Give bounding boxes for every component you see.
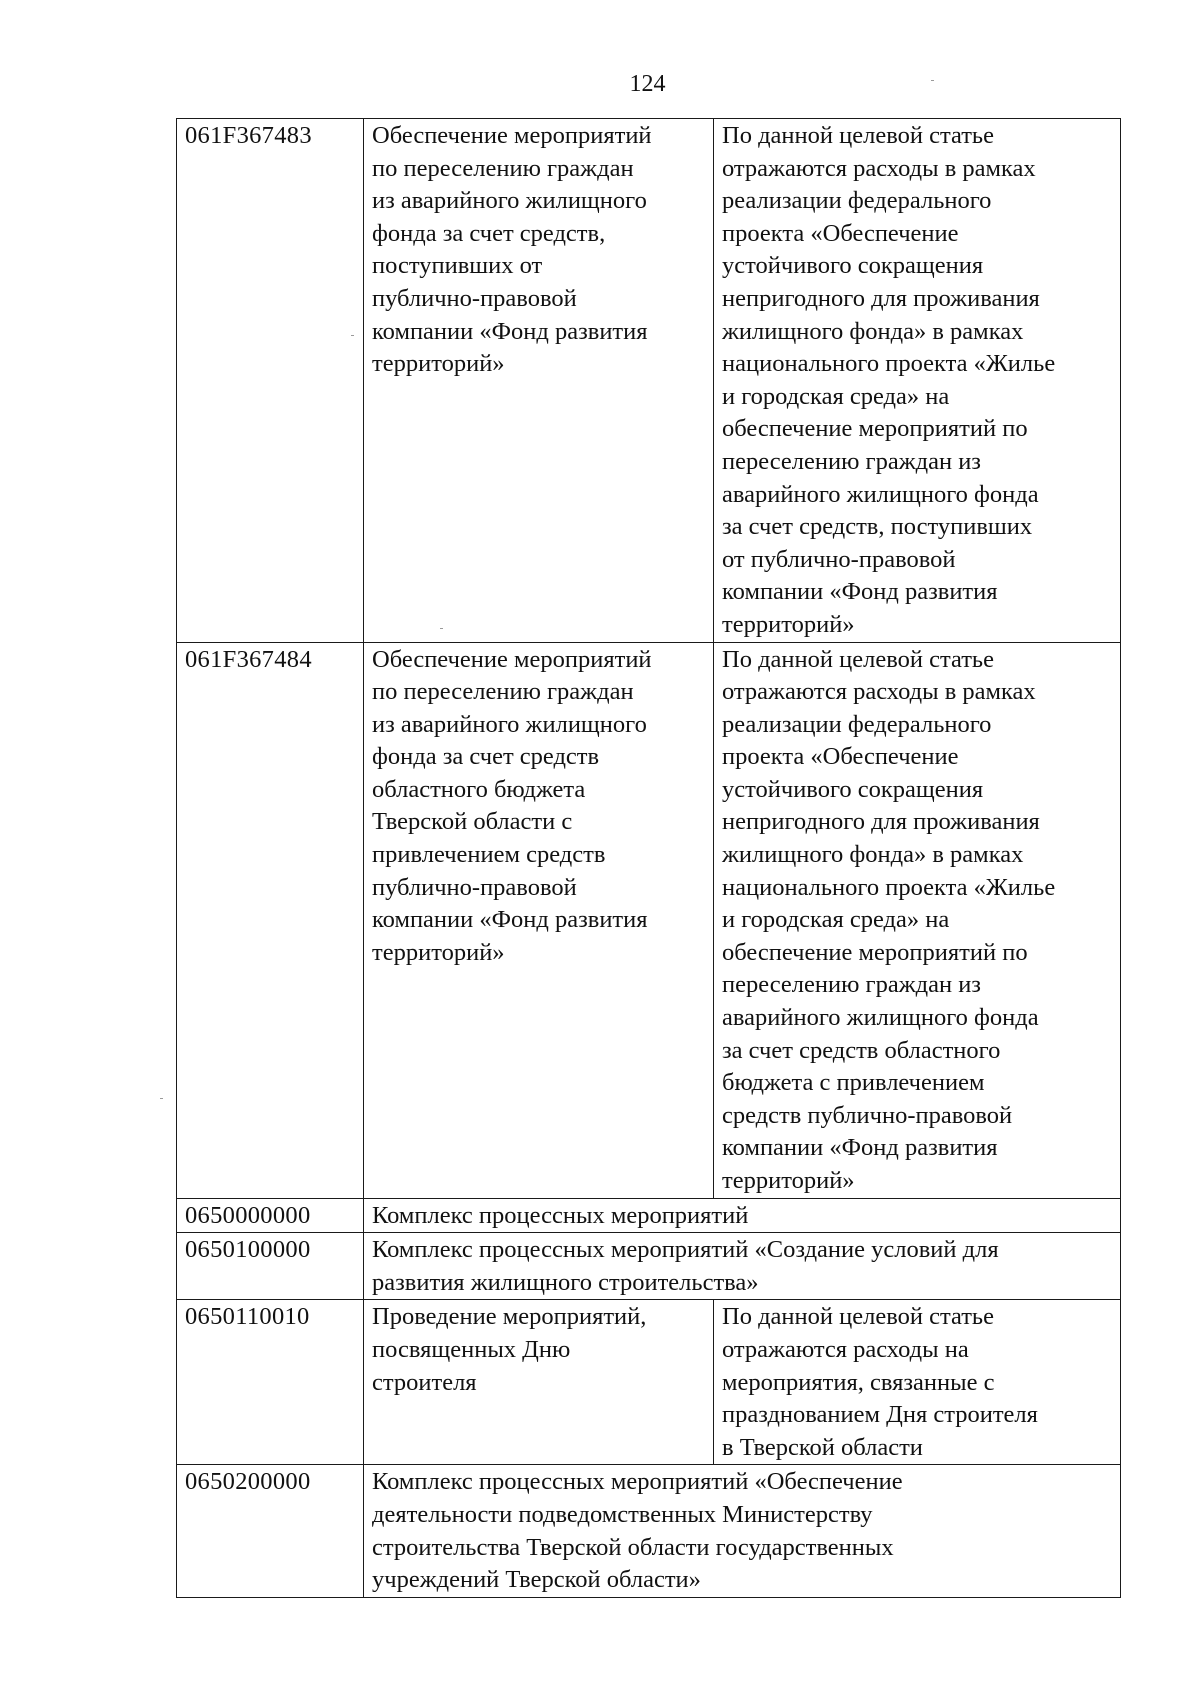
program-name-cell-line: Комплекс процессных мероприятий «Создание условий для: [372, 1236, 999, 1264]
article-name-cell: [364, 1300, 714, 1465]
article-description-cell-line: отражаются расходы в рамках: [722, 154, 1036, 182]
scan-speck: [931, 80, 934, 81]
article-name-cell-line: строителя: [372, 1368, 477, 1396]
article-description-cell-line: По данной целевой статье: [722, 645, 994, 673]
article-description-cell-line: за счет средств областного: [722, 1036, 1001, 1064]
table-body: [177, 119, 1121, 1598]
article-name-cell-line: территорий»: [372, 938, 505, 966]
article-description-cell-line: устойчивого сокращения: [722, 252, 984, 280]
article-name-cell-line: Проведение мероприятий,: [372, 1303, 647, 1331]
article-description-cell-line: празднованием Дня строителя: [722, 1401, 1038, 1429]
page-number: 124: [629, 71, 666, 97]
article-description-cell-line: непригодного для проживания: [722, 284, 1040, 312]
article-name-cell-line: территорий»: [372, 350, 505, 378]
article-description-cell-line: проекта «Обеспечение: [722, 219, 959, 247]
article-description-cell-line: проекта «Обеспечение: [722, 743, 959, 771]
article-description-cell-line: в Тверской области: [722, 1433, 923, 1461]
article-name-cell-line: привлечением средств: [372, 841, 606, 869]
article-description-cell-line: По данной целевой статье: [722, 1303, 994, 1331]
program-name-cell-line: Комплекс процессных мероприятий: [372, 1201, 749, 1229]
target-article-code: 0650200000: [177, 1465, 364, 1597]
article-description-cell: [714, 1300, 1121, 1465]
target-article-code: 0650000000: [177, 1198, 364, 1233]
article-description-cell-line: жилищного фонда» в рамках: [722, 317, 1024, 345]
table-row: [177, 1198, 1121, 1233]
article-description-cell-line: аварийного жилищного фонда: [722, 480, 1039, 508]
article-description-cell-line: отражаются расходы в рамках: [722, 678, 1036, 706]
article-description-cell-line: устойчивого сокращения: [722, 775, 984, 803]
article-description-cell-line: средств публично-правовой: [722, 1101, 1013, 1129]
budget-classification-table: [176, 118, 1121, 1598]
article-description-cell-line: от публично-правовой: [722, 545, 956, 573]
article-name-cell-line: фонда за счет средств: [372, 743, 600, 771]
program-name-cell-line: учреждений Тверской области»: [372, 1566, 701, 1594]
program-name-cell: [364, 1465, 1121, 1597]
article-name-cell-line: из аварийного жилищного: [372, 710, 647, 738]
program-name-cell-line: Комплекс процессных мероприятий «Обеспечение: [372, 1468, 903, 1496]
article-description-cell: [714, 119, 1121, 643]
program-name-cell: [364, 1233, 1121, 1300]
target-article-code: 061F367483: [177, 119, 364, 643]
article-name-cell-line: компании «Фонд развития: [372, 906, 648, 934]
article-name-cell-line: публично-правовой: [372, 284, 577, 312]
article-description-cell-line: компании «Фонд развития: [722, 578, 998, 606]
article-description-cell-line: территорий»: [722, 610, 855, 638]
target-article-code: 0650100000: [177, 1233, 364, 1300]
article-name-cell-line: публично-правовой: [372, 873, 577, 901]
article-description-cell-line: национального проекта «Жилье: [722, 873, 1056, 901]
article-description-cell-line: и городская среда» на: [722, 906, 950, 934]
article-description-cell-line: непригодного для проживания: [722, 808, 1040, 836]
article-description-cell-line: территорий»: [722, 1167, 855, 1194]
article-description-cell-line: за счет средств, поступивших: [722, 513, 1033, 541]
table-row: [177, 119, 1121, 643]
article-name-cell-line: посвященных Дню: [372, 1335, 571, 1363]
article-description-cell-line: обеспечение мероприятий по: [722, 415, 1028, 443]
article-description-cell-line: и городская среда» на: [722, 382, 950, 410]
article-description-cell-line: жилищного фонда» в рамках: [722, 841, 1024, 869]
table-row: [177, 1233, 1121, 1300]
article-name-cell-line: компании «Фонд развития: [372, 317, 648, 345]
table-row: [177, 642, 1121, 1198]
scan-speck: [160, 1098, 163, 1099]
article-name-cell-line: фонда за счет средств,: [372, 219, 606, 247]
program-name-cell-line: строительства Тверской области государственных: [372, 1533, 894, 1561]
article-description-cell-line: реализации федерального: [722, 187, 992, 215]
article-description-cell-line: компании «Фонд развития: [722, 1134, 998, 1162]
program-name-cell: [364, 1198, 1121, 1233]
target-article-code: 0650110010: [177, 1300, 364, 1465]
article-description-cell-line: переселению граждан из: [722, 971, 981, 999]
article-description-cell-line: По данной целевой статье: [722, 122, 994, 149]
program-name-cell-line: развития жилищного строительства»: [372, 1268, 759, 1296]
article-description-cell-line: аварийного жилищного фонда: [722, 1004, 1039, 1032]
article-name-cell-line: по переселению граждан: [372, 154, 634, 182]
article-name-cell-line: Обеспечение мероприятий: [372, 122, 652, 149]
article-description-cell-line: бюджета с привлечением: [722, 1069, 985, 1097]
article-name-cell-line: областного бюджета: [372, 775, 586, 803]
article-description-cell-line: мероприятия, связанные с: [722, 1368, 995, 1396]
table-row: [177, 1300, 1121, 1465]
article-description-cell: [714, 642, 1121, 1198]
article-description-cell-line: обеспечение мероприятий по: [722, 938, 1028, 966]
article-name-cell-line: поступивших от: [372, 252, 543, 280]
article-description-cell-line: переселению граждан из: [722, 447, 981, 475]
scan-speck: [440, 628, 443, 629]
article-name-cell-line: Тверской области с: [372, 808, 573, 836]
table-row: [177, 1465, 1121, 1597]
article-name-cell-line: Обеспечение мероприятий: [372, 645, 652, 673]
article-name-cell-line: из аварийного жилищного: [372, 187, 647, 215]
article-name-cell: [364, 119, 714, 643]
article-name-cell: [364, 642, 714, 1198]
article-name-cell-line: по переселению граждан: [372, 678, 634, 706]
program-name-cell-line: деятельности подведомственных Министерству: [372, 1500, 873, 1528]
scan-speck: [351, 335, 354, 336]
article-description-cell-line: реализации федерального: [722, 710, 992, 738]
article-description-cell-line: отражаются расходы на: [722, 1335, 969, 1363]
target-article-code: 061F367484: [177, 642, 364, 1198]
article-description-cell-line: национального проекта «Жилье: [722, 350, 1056, 378]
